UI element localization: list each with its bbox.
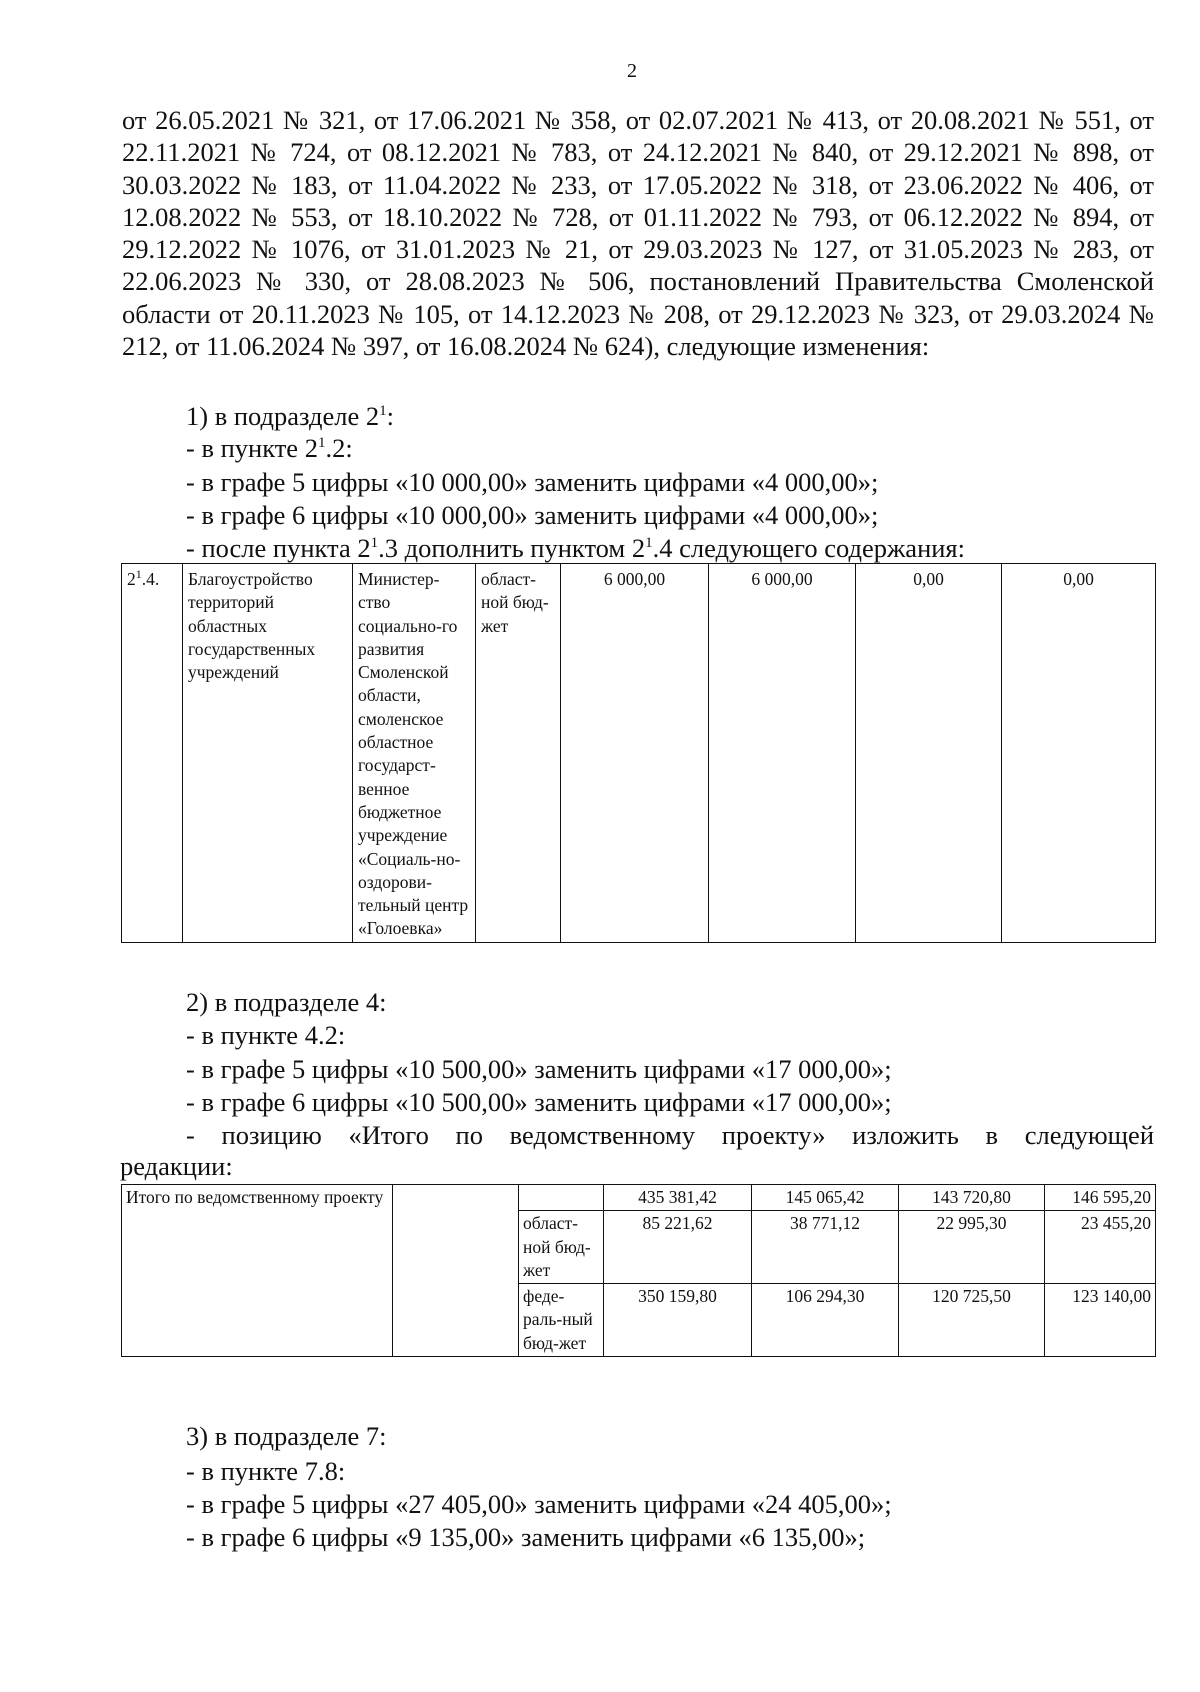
section2-line2: - в графе 6 цифры «10 500,00» заменить цифрами «17 000,00»; (186, 1087, 892, 1117)
value-cell: 38 771,12 (752, 1211, 899, 1284)
section3-item: - в пункте 7.8: (186, 1456, 346, 1486)
executor-cell: Министер-ство социально-го развития Смоленской области, смоленское областное государст-венное бюджетное учреждение «Социаль-но-оздорови-тельный центр «Голоевка» (353, 564, 476, 943)
value-cell: 120 725,50 (899, 1284, 1045, 1357)
source-cell (519, 1185, 604, 1211)
total-cell: 143 720,80 (899, 1185, 1045, 1211)
section1-heading: 1) в подразделе $2^1$: (186, 401, 394, 431)
source-cell: област-ной бюд-жет (519, 1211, 604, 1284)
section2-line4: редакции: (120, 1151, 233, 1181)
item-number-cell: $2^1.4$. (122, 564, 183, 943)
page-number: 2 (627, 60, 637, 82)
table-row (122, 1185, 1156, 1211)
total-cell: 435 381,42 (604, 1185, 752, 1211)
table-row (122, 564, 1156, 943)
total-label-cell: Итого по ведомственному проекту (122, 1185, 393, 1357)
section2-item: - в пункте 4.2: (186, 1020, 346, 1050)
section1-line1: - в графе 5 цифры «10 000,00» заменить цифрами «4 000,00»; (186, 467, 879, 497)
source-cell: област-ной бюд-жет (476, 564, 561, 943)
totals-table (121, 1184, 1156, 1357)
section3-line1: - в графе 5 цифры «27 405,00» заменить цифрами «24 405,00»; (186, 1489, 892, 1519)
section1-item: - в пункте $2^1.2$: (186, 433, 353, 463)
section1-add-line: - после пункта $2^1.3$ дополнить пунктом $2^1.4$ следующего содержания: (186, 533, 965, 563)
value-cell: 85 221,62 (604, 1211, 752, 1284)
intro-paragraph: от 26.05.2021 № 321, от 17.06.2021 № 358, от 02.07.2021 № 413, от 20.08.2021 № 551, от 22.11.2021 № 724, от 08.12.2021 № 783, от 24.12.2021 № 840, от 29.12.2021 № 898, от 30.03.2022 № 183, от 11.04.2022 № 233, от 17.05.2022 № 318, от 23.06.2022 № 406, от 12.08.2022 № 553, от 18.10.2022 № 728, от 01.11.2022 № 793, от 06.12.2022 № 894, от 29.12.2022 № 1076, от 31.01.2023 № 21, от 29.03.2023 № 127, от 31.05.2023 № 283, от 22.06.2023 № 330, от 28.08.2023 № 506, постановлений Правительства Смоленской области от 20.11.2023 № 105, от 14.12.2023 № 208, от 29.12.2023 № 323, от 29.03.2024 № 212, от 11.06.2024 № 397, от 16.08.2024 № 624), следующие изменения: (122, 105, 1154, 362)
value-cell: 0,00 (856, 564, 1002, 943)
value-cell: 22 995,30 (899, 1211, 1045, 1284)
value-cell: 123 140,00 (1045, 1284, 1156, 1357)
value-cell: 23 455,20 (1045, 1211, 1156, 1284)
value-cell: 6 000,00 (561, 564, 709, 943)
empty-cell (393, 1185, 519, 1357)
section3-heading: 3) в подразделе 7: (186, 1421, 387, 1451)
section2-line1: - в графе 5 цифры «10 500,00» заменить цифрами «17 000,00»; (186, 1054, 892, 1084)
total-cell: 145 065,42 (752, 1185, 899, 1211)
item-name-cell: Благоустройство территорий областных государственных учреждений (183, 564, 353, 943)
value-cell: 106 294,30 (752, 1284, 899, 1357)
section2-heading: 2) в подразделе 4: (186, 987, 387, 1017)
section3-line2: - в графе 6 цифры «9 135,00» заменить цифрами «6 135,00»; (186, 1522, 866, 1552)
total-cell: 146 595,20 (1045, 1185, 1156, 1211)
source-cell: феде-раль-ный бюд-жет (519, 1284, 604, 1357)
value-cell: 6 000,00 (709, 564, 856, 943)
value-cell: 350 159,80 (604, 1284, 752, 1357)
section1-line2: - в графе 6 цифры «10 000,00» заменить цифрами «4 000,00»; (186, 500, 879, 530)
value-cell: 0,00 (1002, 564, 1156, 943)
insert-table (121, 563, 1156, 943)
section2-line3: - позицию «Итого по ведомственному проекту» изложить в следующей (186, 1120, 1154, 1150)
